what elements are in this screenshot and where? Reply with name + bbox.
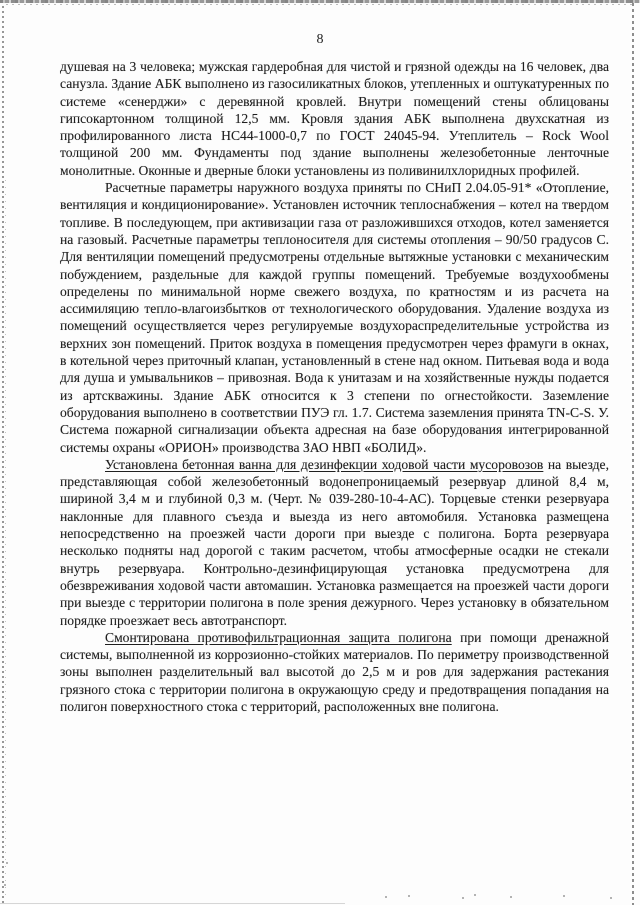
scan-speck bbox=[563, 895, 565, 897]
document-body bbox=[60, 58, 609, 715]
scan-speck bbox=[6, 862, 8, 864]
scan-edge-top-secondary bbox=[6, 4, 636, 5]
paragraph-heating-ventilation-systems: Расчетные параметры наружного воздуха приняты по СНиП 2.04.05-91* «Отопление, вентиляция и кондиционирование». Установлен источник теплоснабжения – котел на твердом топливе. В последующем, при активизации газа от разложившихся отходов, котел заменяется на газовый. Расчетные параметры теплоносителя для системы отопления – 90/50 градусов С. Для вентиляции помещений предусмотрены отдельные вытяжные установки с механическим побуждением, раздельные для каждой группы помещений. Требуемые воздухообмены определены по минимальной норме свежего воздуха, по кратностям и из расчета на ассимиляцию тепло-влагоизбытков от технологического оборудования. Удаление воздуха из помещений осуществляется через регулируемые воздухораспределительные устройства из верхних зон помещений. Приток воздуха в помещения предусмотрен через фрамуги в окнах, в котельной через приточный клапан, установленный в стене над окном. Питьевая вода и вода для душа и умывальников – привозная. Вода к унитазам и на хозяйственные нужды подается из артскважины. Здание АБК относится к 3 степени по огнестойкости. Заземление оборудования выполнено в соответствии ПУЭ гл. 1.7. Система заземления принята TN-C-S. У. Система пожарной сигнализации объекта адресная на базе оборудования интегрированной системы охраны «ОРИОН» производства ЗАО НВП «БОЛИД». bbox=[60, 180, 609, 455]
scan-speck bbox=[4, 884, 6, 886]
paragraph-abk-building-description: душевая на 3 человека; мужская гардеробная для чистой и грязной одежды на 16 человек, два санузла. Здание АБК выполнено из газосиликатных блоков, утепленных и оштукатуренных по системе «сенерджи» с деревянной кровлей. Внутри помещений стены облицованы гипсокартонном толщиной 12,5 мм. Кровля здания АБК выполнена двухскатная из профилированного листа НС44-1000-0,7 по ГОСТ 24045-94. Утеплитель – Rock Wool толщиной 200 мм. Фундаменты под здание выполнены железобетонные ленточные монолитные. Оконные и дверные блоки установлены из поливинилхлоридных профилей. bbox=[60, 59, 609, 178]
scan-edge-left-secondary bbox=[5, 180, 6, 900]
paragraph-disinfection-bath-text: на выезде, представляющая собой железобетонный водонепроницаемый резервуар длиной 8,4 м, шириной 3,4 м и глубиной 0,3 м. (Черт. № 039-280-10-4-АС). Торцевые стенки резервуара наклонные для плавного съезда и выезда из него автомобиля. Установка размещена непосредственно на проезжей части дороги при выезде с полигона. Борта резервуара несколько подняты над дорогой с таким расчетом, чтобы атмосферные осадки не стекали внутрь резервуара. Контрольно-дезинфицирующая установка предусмотрена для обезвреживания ходовой части автомашин. Установка размещается на проезжей части дороги при выезде с территории полигона в поле зрения дежурного. Через установку в обязательном порядке проезжает весь автотранспорт. bbox=[60, 456, 609, 628]
paragraph-filtration-protection bbox=[60, 629, 609, 715]
scan-edge-top bbox=[0, 0, 640, 3]
paragraph-disinfection-bath bbox=[60, 456, 609, 629]
scan-speck bbox=[462, 897, 464, 899]
scan-edge-bottom bbox=[0, 903, 345, 904]
underlined-lead-filtration-protection: Смонтирована противофильтрационная защита полигона bbox=[105, 629, 452, 645]
scan-speck bbox=[408, 895, 410, 897]
scan-edge-right bbox=[632, 3, 634, 905]
scan-speck bbox=[510, 896, 512, 898]
scan-speck bbox=[610, 897, 612, 899]
scan-speck bbox=[474, 894, 476, 896]
paragraph-filtration-protection-text: при помощи дренажной системы, выполненной из коррозионно-стойких материалов. По периметру производственной зоны выполнен разделительный вал высотой до 2,5 м и ров для задержания растекания грязного стока с территории полигона в окружающую среду и предотвращения попадания на полигон поверхностного стока с территорий, расположенных вне полигона. bbox=[60, 629, 609, 714]
scan-speck bbox=[385, 896, 387, 898]
page-number: 8 bbox=[316, 32, 324, 47]
underlined-lead-disinfection-bath: Установлена бетонная ванна для дезинфекции ходовой части мусоровозов bbox=[105, 456, 544, 472]
scan-edge-left bbox=[2, 6, 4, 905]
